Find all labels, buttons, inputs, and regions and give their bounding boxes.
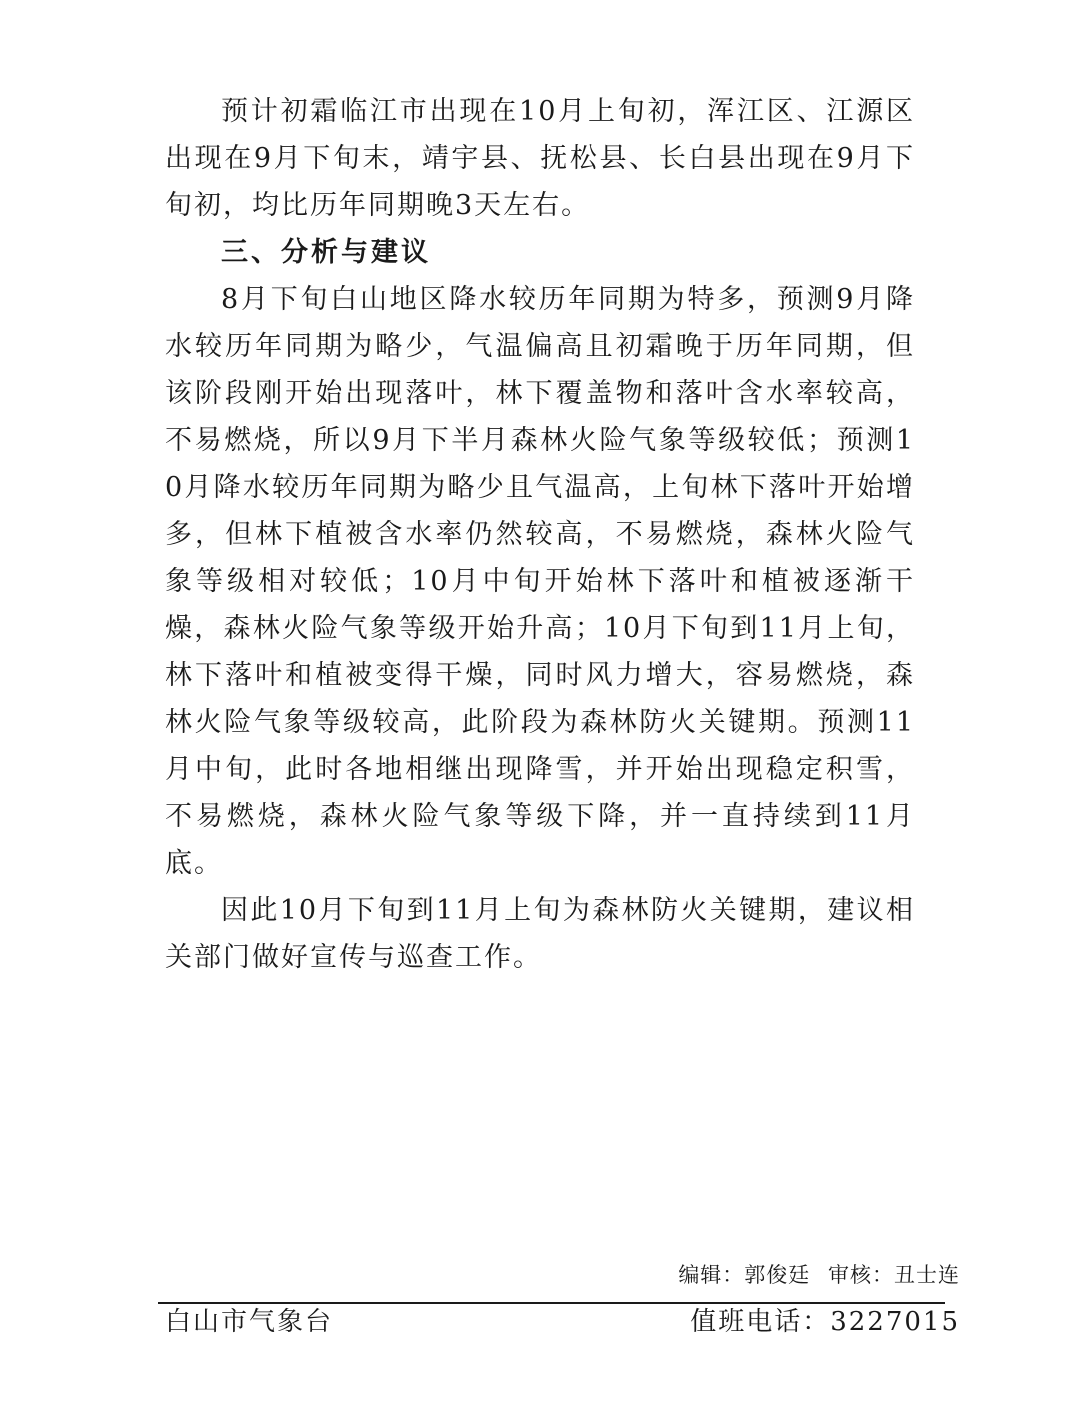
document-body bbox=[165, 88, 915, 981]
duty-hotline: 值班电话：3227015 bbox=[690, 1307, 960, 1337]
section-heading-analysis: 三、分析与建议 bbox=[221, 237, 431, 268]
credits bbox=[678, 1261, 960, 1289]
organization-name: 白山市气象台 bbox=[165, 1307, 334, 1337]
analysis-paragraph: 8月下旬白山地区降水较历年同期为特多，预测9月降水较历年同期为略少，气温偏高且初霜晚于历年同期，但该阶段刚开始出现落叶，林下覆盖物和落叶含水率较高，不易燃烧，所以9月下半月森林火险气象等级较低；预测10月降水较历年同期为略少且气温高，上旬林下落叶开始增多，但林下植被含水率仍然较高，不易燃烧，森林火险气象等级相对较低；10月中旬开始林下落叶和植被逐渐干燥，森林火险气象等级开始升高；10月下旬到11月上旬，林下落叶和植被变得干燥，同时风力增大，容易燃烧，森林火险气象等级较高，此阶段为森林防火关键期。预测11月中旬，此时各地相继出现降雪，并开始出现稳定积雪，不易燃烧，森林火险气象等级下降，并一直持续到11月底。 bbox=[165, 284, 915, 879]
frost-forecast-paragraph: 预计初霜临江市出现在10月上旬初，浑江区、江源区出现在9月下旬末，靖宇县、抚松县、长白县出现在9月下旬初，均比历年同期晚3天左右。 bbox=[165, 96, 915, 221]
reviewer-credit: 审核：丑士连 bbox=[828, 1263, 960, 1287]
footer-divider bbox=[158, 1302, 945, 1304]
document-footer bbox=[165, 1305, 960, 1339]
recommendation-paragraph: 因此10月下旬到11月上旬为森林防火关键期，建议相关部门做好宣传与巡查工作。 bbox=[165, 895, 915, 973]
editor-credit: 编辑：郭俊廷 bbox=[678, 1263, 811, 1287]
